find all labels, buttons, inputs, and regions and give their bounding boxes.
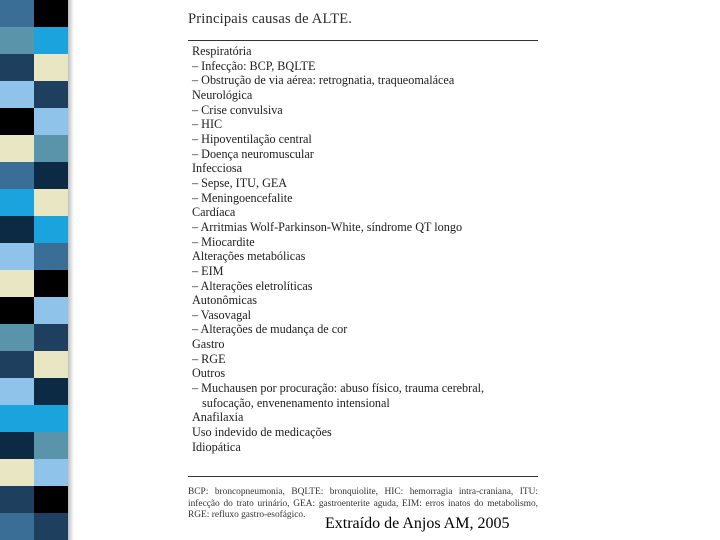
side-bar-block: [34, 243, 68, 270]
side-bar-block: [34, 324, 68, 351]
cause-item: – EIM: [192, 263, 224, 278]
side-bar-column-right: [34, 0, 68, 540]
abbreviations-footnote: BCP: broncopneumonia, BQLTE: bronquiolite, HIC: hemorragia intra-craniana, ITU: infecção do trato urinário, GEA: gastroenterite aguda, EIM: erros inatos do metabolismo, RGE: refluxo gastro-esofágico.: [188, 487, 538, 520]
side-bar-block: [0, 54, 34, 81]
side-bar-block: [0, 405, 34, 432]
decorative-side-bar: [0, 0, 68, 540]
side-bar-block: [0, 351, 34, 378]
document-title: Principais causas de ALTE.: [188, 11, 353, 27]
side-bar-block: [34, 459, 68, 486]
side-bar-block: [0, 243, 34, 270]
category-heading: Autonômicas: [192, 293, 257, 308]
side-bar-block: [34, 54, 68, 81]
side-bar-block: [34, 81, 68, 108]
cause-item: – HIC: [192, 117, 223, 132]
category-heading: Anafilaxia: [192, 410, 244, 425]
causes-list: [192, 44, 538, 454]
side-bar-block: [0, 135, 34, 162]
cause-item: – Doença neuromuscular: [192, 146, 314, 161]
side-bar-block: [34, 297, 68, 324]
side-bar-block: [34, 189, 68, 216]
bottom-rule: [188, 476, 538, 477]
side-bar-block: [0, 486, 34, 513]
side-bar-block: [0, 297, 34, 324]
cause-item: – Crise convulsiva: [192, 102, 283, 117]
cause-item: – Muchausen por procuração: abuso físico, trauma cerebral,: [192, 381, 485, 396]
side-bar-block: [0, 216, 34, 243]
side-bar-block: [34, 432, 68, 459]
side-bar-block: [34, 378, 68, 405]
side-bar-block: [0, 324, 34, 351]
cause-item: – Arritmias Wolf-Parkinson-White, síndrome QT longo: [192, 219, 463, 234]
category-heading: Cardíaca: [192, 205, 236, 220]
side-bar-block: [0, 162, 34, 189]
side-bar-block: [0, 432, 34, 459]
cause-item: – Infecção: BCP, BQLTE: [192, 58, 316, 73]
side-bar-block: [0, 378, 34, 405]
side-bar-block: [0, 270, 34, 297]
side-bar-column-left: [0, 0, 34, 540]
category-heading: Outros: [192, 366, 226, 381]
top-rule: [188, 40, 538, 41]
side-bar-block: [34, 351, 68, 378]
category-heading: Idiopática: [192, 439, 241, 454]
cause-item: – Hipoventilação central: [192, 131, 312, 146]
side-bar-block: [0, 513, 34, 540]
cause-item: – Meningoencefalite: [192, 190, 293, 205]
category-heading: Neurológica: [192, 87, 253, 102]
category-heading: Gastro: [192, 337, 225, 352]
side-bar-block: [34, 27, 68, 54]
cause-item: sufocação, envenenamento intensional: [202, 395, 390, 410]
cause-item: – Alterações de mudança de cor: [192, 322, 348, 337]
cause-item: – RGE: [192, 351, 226, 366]
side-bar-block: [34, 0, 68, 27]
side-bar-block: [34, 405, 68, 432]
category-heading: Uso indevido de medicações: [192, 425, 332, 440]
category-heading: Alterações metabólicas: [192, 249, 306, 264]
cause-item: – Obstrução de via aérea: retrognatia, traqueomalácea: [192, 73, 455, 88]
cause-item: – Miocardite: [192, 234, 255, 249]
side-bar-block: [34, 135, 68, 162]
side-bar-block: [0, 0, 34, 27]
side-bar-block: [0, 81, 34, 108]
side-bar-block: [34, 486, 68, 513]
category-heading: Infecciosa: [192, 161, 243, 176]
side-bar-block: [34, 216, 68, 243]
side-bar-block: [0, 108, 34, 135]
category-heading: Respiratória: [192, 44, 252, 58]
cause-item: – Vasovagal: [192, 307, 252, 322]
cause-item: – Sepse, ITU, GEA: [192, 175, 288, 190]
side-bar-block: [0, 27, 34, 54]
side-bar-block: [34, 270, 68, 297]
cause-item: – Alterações eletrolíticas: [192, 278, 313, 293]
side-bar-block: [34, 513, 68, 540]
side-bar-block: [0, 459, 34, 486]
source-citation: Extraído de Anjos AM, 2005: [325, 515, 510, 532]
side-bar-block: [34, 108, 68, 135]
side-bar-block: [34, 162, 68, 189]
side-bar-block: [0, 189, 34, 216]
